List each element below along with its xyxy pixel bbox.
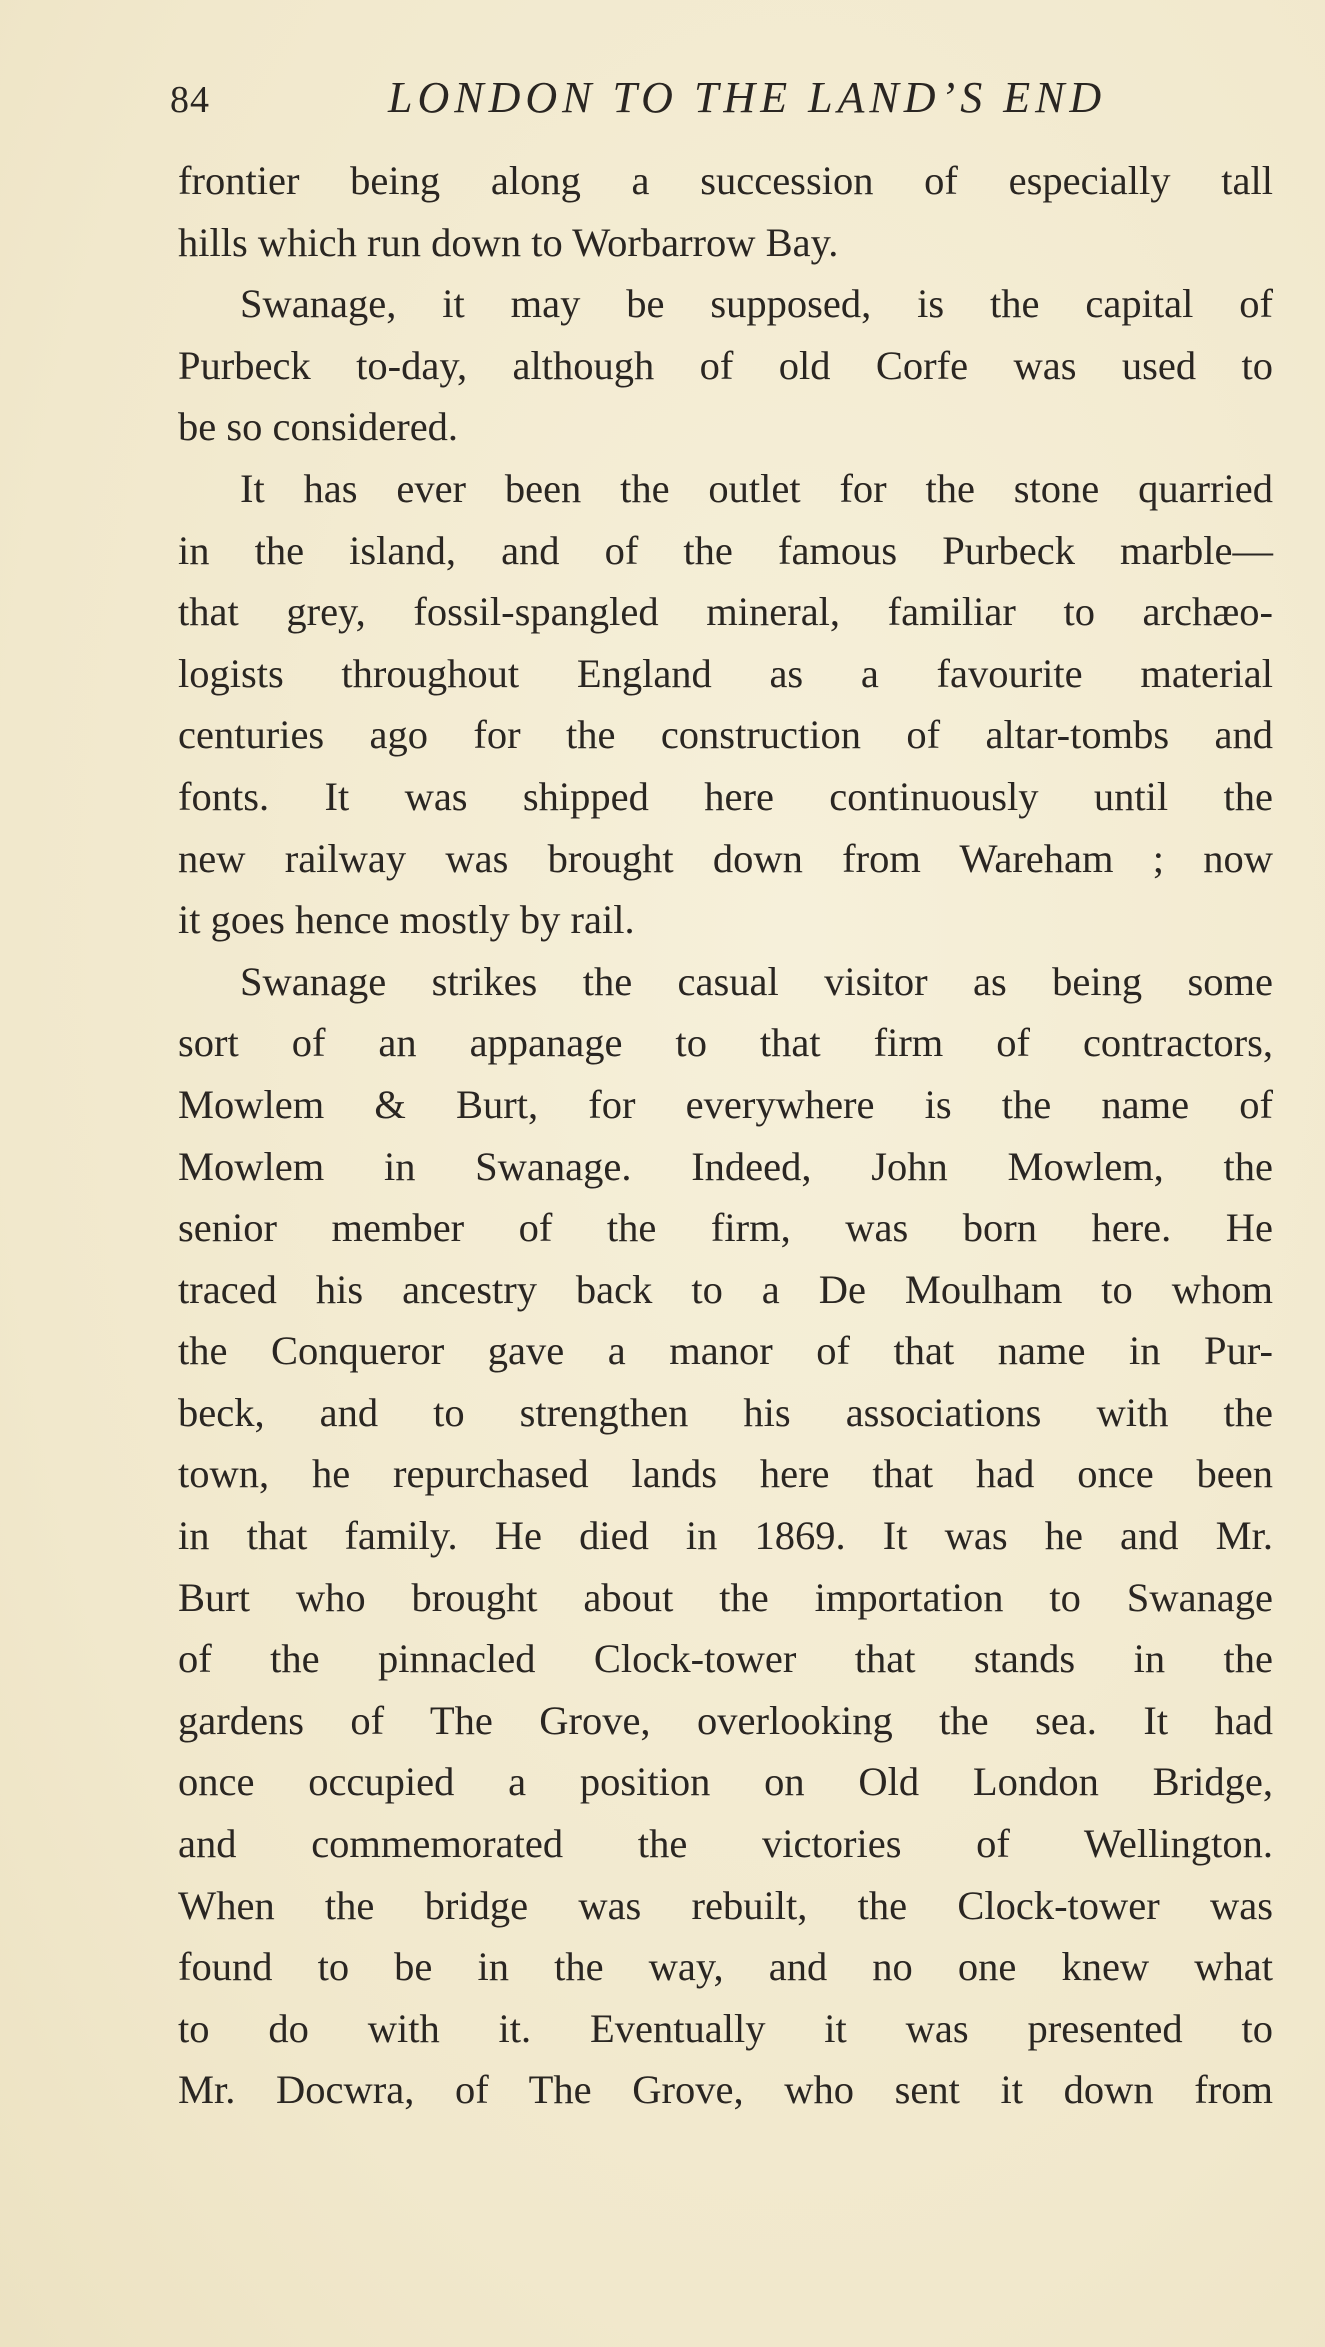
text-line: to do with it. Eventually it was presented to [178, 2005, 1273, 2051]
text-line: Swanage, it may be supposed, is the capital of [240, 281, 1273, 327]
text-line: the Conqueror gave a manor of that name in Pur- [178, 1328, 1273, 1374]
text-line: of the pinnacled Clock-tower that stands in the [178, 1636, 1273, 1682]
text-line: Burt who brought about the importation to Swanage [178, 1574, 1273, 1620]
text-line: frontier being along a succession of especially tall [178, 158, 1273, 203]
body-text [178, 150, 1273, 2121]
text-line: centuries ago for the construction of altar-tombs and [178, 712, 1273, 758]
text-line: gardens of The Grove, overlooking the sea. It had [178, 1697, 1273, 1743]
text-line: Swanage strikes the casual visitor as being some [240, 958, 1273, 1004]
text-line: town, he repurchased lands here that had once been [178, 1451, 1273, 1497]
text-line: be so considered. [178, 404, 459, 450]
text-line: that grey, fossil-spangled mineral, familiar to archæo- [178, 589, 1273, 635]
text-line: When the bridge was rebuilt, the Clock-tower was [178, 1882, 1273, 1928]
page-number: 84 [170, 79, 210, 121]
running-title: LONDON TO THE LAND’S END [388, 73, 1107, 122]
text-line: sort of an appanage to that firm of contractors, [178, 1020, 1273, 1066]
text-line: it goes hence mostly by rail. [178, 897, 635, 943]
text-line: in the island, and of the famous Purbeck marble— [178, 527, 1273, 573]
text-line: in that family. He died in 1869. It was he and Mr. [178, 1513, 1273, 1559]
text-line: Mr. Docwra, of The Grove, who sent it down from [178, 2067, 1273, 2113]
text-line: once occupied a position on Old London Bridge, [178, 1759, 1273, 1805]
text-line: logists throughout England as a favourite material [178, 650, 1273, 696]
text-line: senior member of the firm, was born here. He [178, 1205, 1273, 1251]
text-line: new railway was brought down from Wareham ; now [178, 835, 1273, 881]
text-line: and commemorated the victories of Wellington. [178, 1821, 1273, 1867]
text-line: beck, and to strengthen his associations with the [178, 1389, 1273, 1435]
text-line: found to be in the way, and no one knew what [178, 1944, 1273, 1990]
text-line: fonts. It was shipped here continuously until the [178, 773, 1273, 819]
text-line: hills which run down to Worbarrow Bay. [178, 219, 839, 265]
text-line: It has ever been the outlet for the stone quarried [240, 465, 1273, 511]
text-line: Mowlem in Swanage. Indeed, John Mowlem, the [178, 1143, 1273, 1189]
text-line: Mowlem & Burt, for everywhere is the name of [178, 1081, 1273, 1127]
text-line: Purbeck to-day, although of old Corfe was used to [178, 342, 1273, 388]
text-line: traced his ancestry back to a De Moulham to whom [178, 1266, 1273, 1312]
running-head [170, 72, 1270, 132]
